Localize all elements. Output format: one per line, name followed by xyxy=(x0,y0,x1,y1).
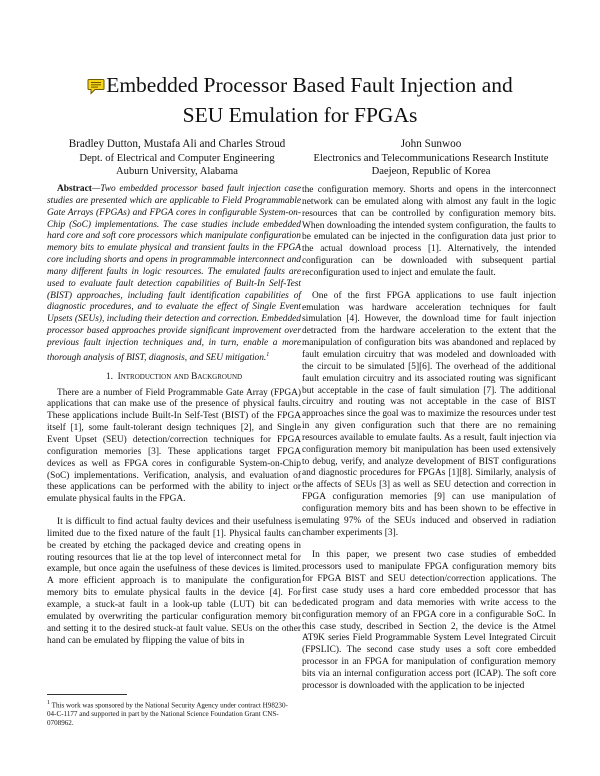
footnote-text: This work was sponsored by the National Security Agency under contract H98230-04-C-1177 and supported in part by the National Science Foundation Grant CNS-0708962. xyxy=(47,701,288,728)
title-line-2: SEU Emulation for FPGAs xyxy=(182,103,418,127)
footnote-number: 1 xyxy=(47,700,50,706)
section-title: Introduction and Background xyxy=(117,371,243,382)
author-location: Daejeon, Republic of Korea xyxy=(371,166,491,177)
paragraph: the configuration memory. Shorts and opens in the interconnect network can be emulated along with almost any fault in the logic resources that can be controlled by configuration memory bits. When downloading the intended system configuration, the faults to be emulated can be injected in the configuration data just prior to the actual download process [1]. Alternatively, the intended configuration can be downloaded with subsequent partial reconfiguration used to inject and emulate the fault. xyxy=(302,185,556,278)
footnote-rule xyxy=(47,694,127,695)
comment-note-icon[interactable] xyxy=(87,75,105,102)
abstract-label: Abstract xyxy=(57,184,92,194)
section-heading xyxy=(47,372,301,384)
paragraph: There are a number of Field Programmable Gate Array (FPGA) applications that can make use of the presence of physical faults. These applications include Built-In Self-Test (BIST) of the FPGA itself [1], some fault-tolerant design techniques [2], and Single Event Upset (SEU) detection/correction techniques for FPGA configuration memories [3]. These applications target FPGA devices as well as FPGA cores in configurable System-on-Chip (SoC) implementations. Verification, analysis, and evaluation of these applications can be performed with the ability to inject or emulate physical faults in the FPGA. xyxy=(47,387,301,505)
author-affiliation: Dept. of Electrical and Computer Engineering xyxy=(79,153,275,164)
abstract-dash: — xyxy=(91,184,101,194)
author-block-2 xyxy=(300,138,562,178)
author-location: Auburn University, Alabama xyxy=(116,166,238,177)
author-affiliation: Electronics and Telecommunications Research Institute xyxy=(313,153,549,164)
abstract xyxy=(47,184,301,365)
author-names: John Sunwoo xyxy=(400,138,462,150)
footnote xyxy=(47,699,297,728)
paper-title xyxy=(40,72,560,129)
paragraph: It is difficult to find actual faulty devices and their usefulness is limited due to the fixed nature of the fault [1]. Physical faults can be created by etching the packaged device and creating opens in routing resources that lie at the top level of interconnect metal for example, but once again the usefulness of these devices is limited. A more efficient approach is to manipulate the configuration memory bits to emulate physical faults in the device [4]. For example, a stuck-at fault in a look-up table (LUT) bit can be emulated by overwriting the particular configuration memory bit and setting it to the desired stuck-at fault value. SEUs on the other hand can be emulated by flipping the value of bits in xyxy=(47,517,301,646)
left-column xyxy=(47,184,301,647)
paragraph: One of the first FPGA applications to use fault injection emulation was hardware acceleration techniques for fault simulation [4]. However, the download time for fault injection detracted from the hardware acceleration to the extent that the manipulation of configuration bits was abandoned and replaced by fault emulation circuitry that was modeled and downloaded with the circuit to be simulated [5][6]. The overhead of the additional fault emulation circuitry and its associated routing was significant but acceptable in the case of fault simulation [7]. The additional circuitry and routing was not acceptable in the case of BIST approaches since the goal was to maximize the resources under test in any given configuration such that there are no remaining resources available to emulate faults. As a result, fault injection via configuration memory bit manipulation has been used extensively to debug, verify, and analyze development of BIST configurations and diagnostic procedures for FPGAs [1][8]. Similarly, analysis of the affects of SEUs [3] as well as SEU detection and correction in FPGA configuration memories [9] can use manipulation of configuration memory bits and has been shown to be effective in emulating 97% of the SEUs induced and observed in radiation chamber experiments [3]. xyxy=(302,290,556,538)
author-names: Bradley Dutton, Mustafa Ali and Charles Stroud xyxy=(68,138,286,150)
right-column xyxy=(302,185,556,693)
author-block-1 xyxy=(42,138,312,178)
section-number: 1. xyxy=(105,371,113,382)
paragraph: In this paper, we present two case studies of embedded processors used to manipulate FPGA configuration memory bits for FPGA BIST and SEU detection/correction applications. The first case study uses a hard core embedded processor that has dedicated program and data memories with write access to the configuration memory of an FPGA core in a configurable SoC. In this case study, described in Section 2, the device is the Atmel AT9K series Field Programmable System Level Integrated Circuit (FPSLIC). The second case study uses a soft core embedded processor in an FPGA for manipulation of configuration memory bits via an internal configuration access port (ICAP). The soft core processor is downloaded with the application to be injected xyxy=(302,550,556,691)
footnote-mark: 1 xyxy=(266,351,270,358)
abstract-text: Two embedded processor based fault injection case studies are presented which are applicable to Field Programmable Gate Arrays (FPGAs) and FPGA cores in configurable System-on-Chip (SoC) implementations. The case studies include embedded hard core and soft core processors which manipulate configuration memory bits to emulate physical and transient faults in the FPGA core including shorts and opens in programmable interconnect and many different faults in logic resources. The emulated faults are used to evaluate fault detection capabilities of Built-In Self-Test (BIST) approaches, including fault identification capabilities of diagnostic procedures, and to evaluate the effect of Single Event Upsets (SEUs), including their detection and correction. Embedded processor based approaches provide significant improvement over previous fault injection techniques and, in turn, enable a more thorough analysis of BIST, diagnosis, and SEU mitigation. xyxy=(47,184,301,363)
title-line-1: Embedded Processor Based Fault Injection and xyxy=(106,73,513,97)
